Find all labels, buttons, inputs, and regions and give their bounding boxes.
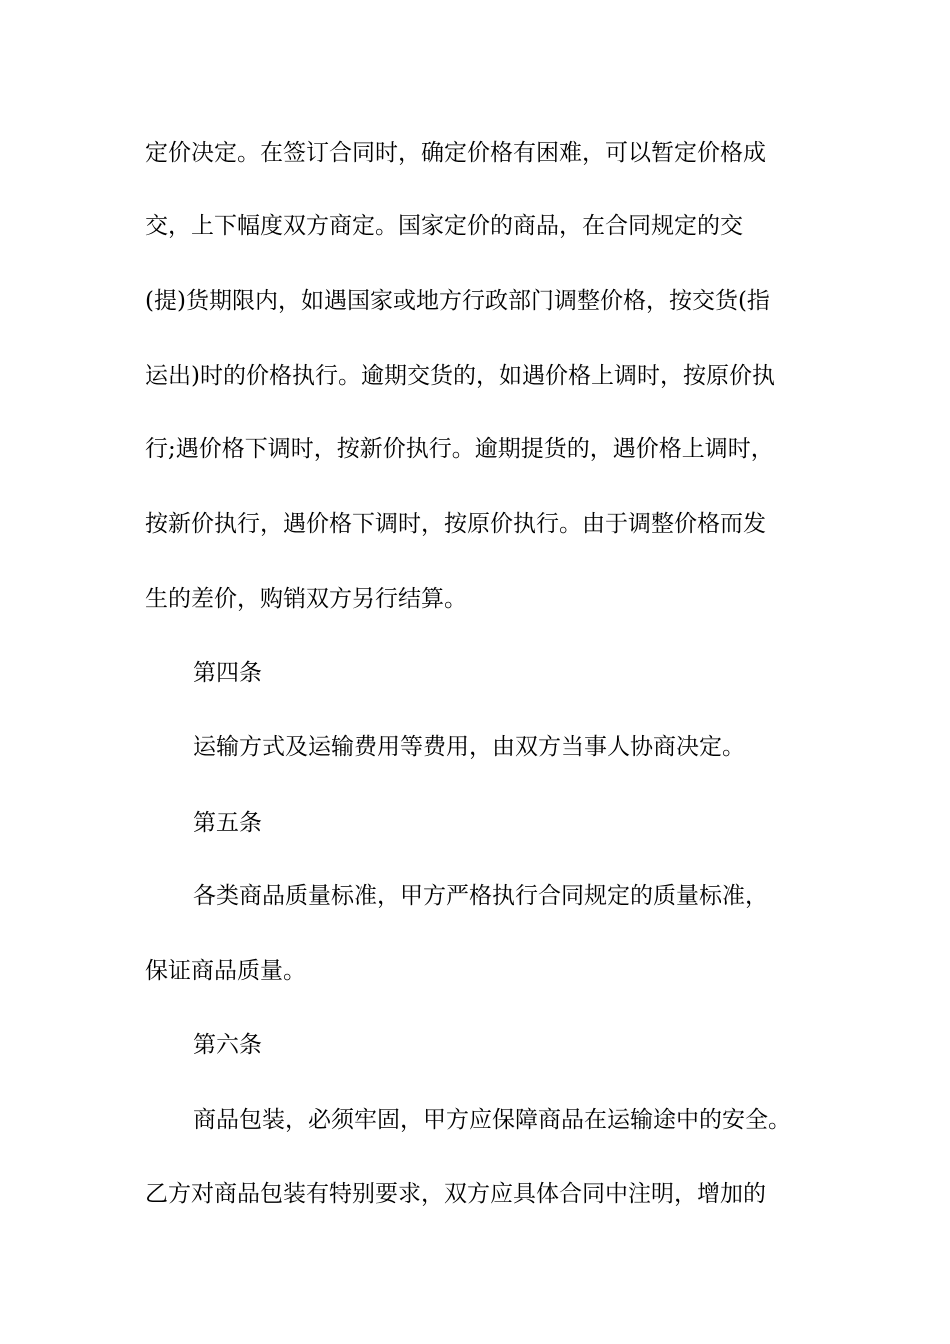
paragraph-line: 行;遇价格下调时，按新价执行。逾期提货的，遇价格上调时，	[145, 436, 774, 462]
article-heading-5: 第五条	[193, 810, 262, 836]
article-heading-4: 第四条	[193, 660, 262, 686]
paragraph-line: 定价决定。在签订合同时，确定价格有困难，可以暂定价格成	[145, 140, 766, 166]
paragraph-line: 乙方对商品包装有特别要求，双方应具体合同中注明，增加的	[145, 1181, 766, 1207]
paragraph-line: 运出)时的价格执行。逾期交货的，如遇价格上调时，按原价执	[145, 363, 775, 389]
paragraph-line: 运输方式及运输费用等费用，由双方当事人协商决定。	[193, 734, 745, 760]
paragraph-line: 保证商品质量。	[145, 958, 306, 984]
paragraph-line: 交，上下幅度双方商定。国家定价的商品，在合同规定的交	[145, 213, 743, 239]
paragraph-line: (提)货期限内，如遇国家或地方行政部门调整价格，按交货(指	[145, 288, 770, 314]
paragraph-line: 商品包装，必须牢固，甲方应保障商品在运输途中的安全。	[193, 1107, 791, 1133]
article-heading-6: 第六条	[193, 1032, 262, 1058]
paragraph-line: 按新价执行，遇价格下调时，按原价执行。由于调整价格而发	[145, 511, 766, 537]
paragraph-line: 各类商品质量标准，甲方严格执行合同规定的质量标准，	[193, 883, 768, 909]
paragraph-line: 生的差价，购销双方另行结算。	[145, 586, 467, 612]
